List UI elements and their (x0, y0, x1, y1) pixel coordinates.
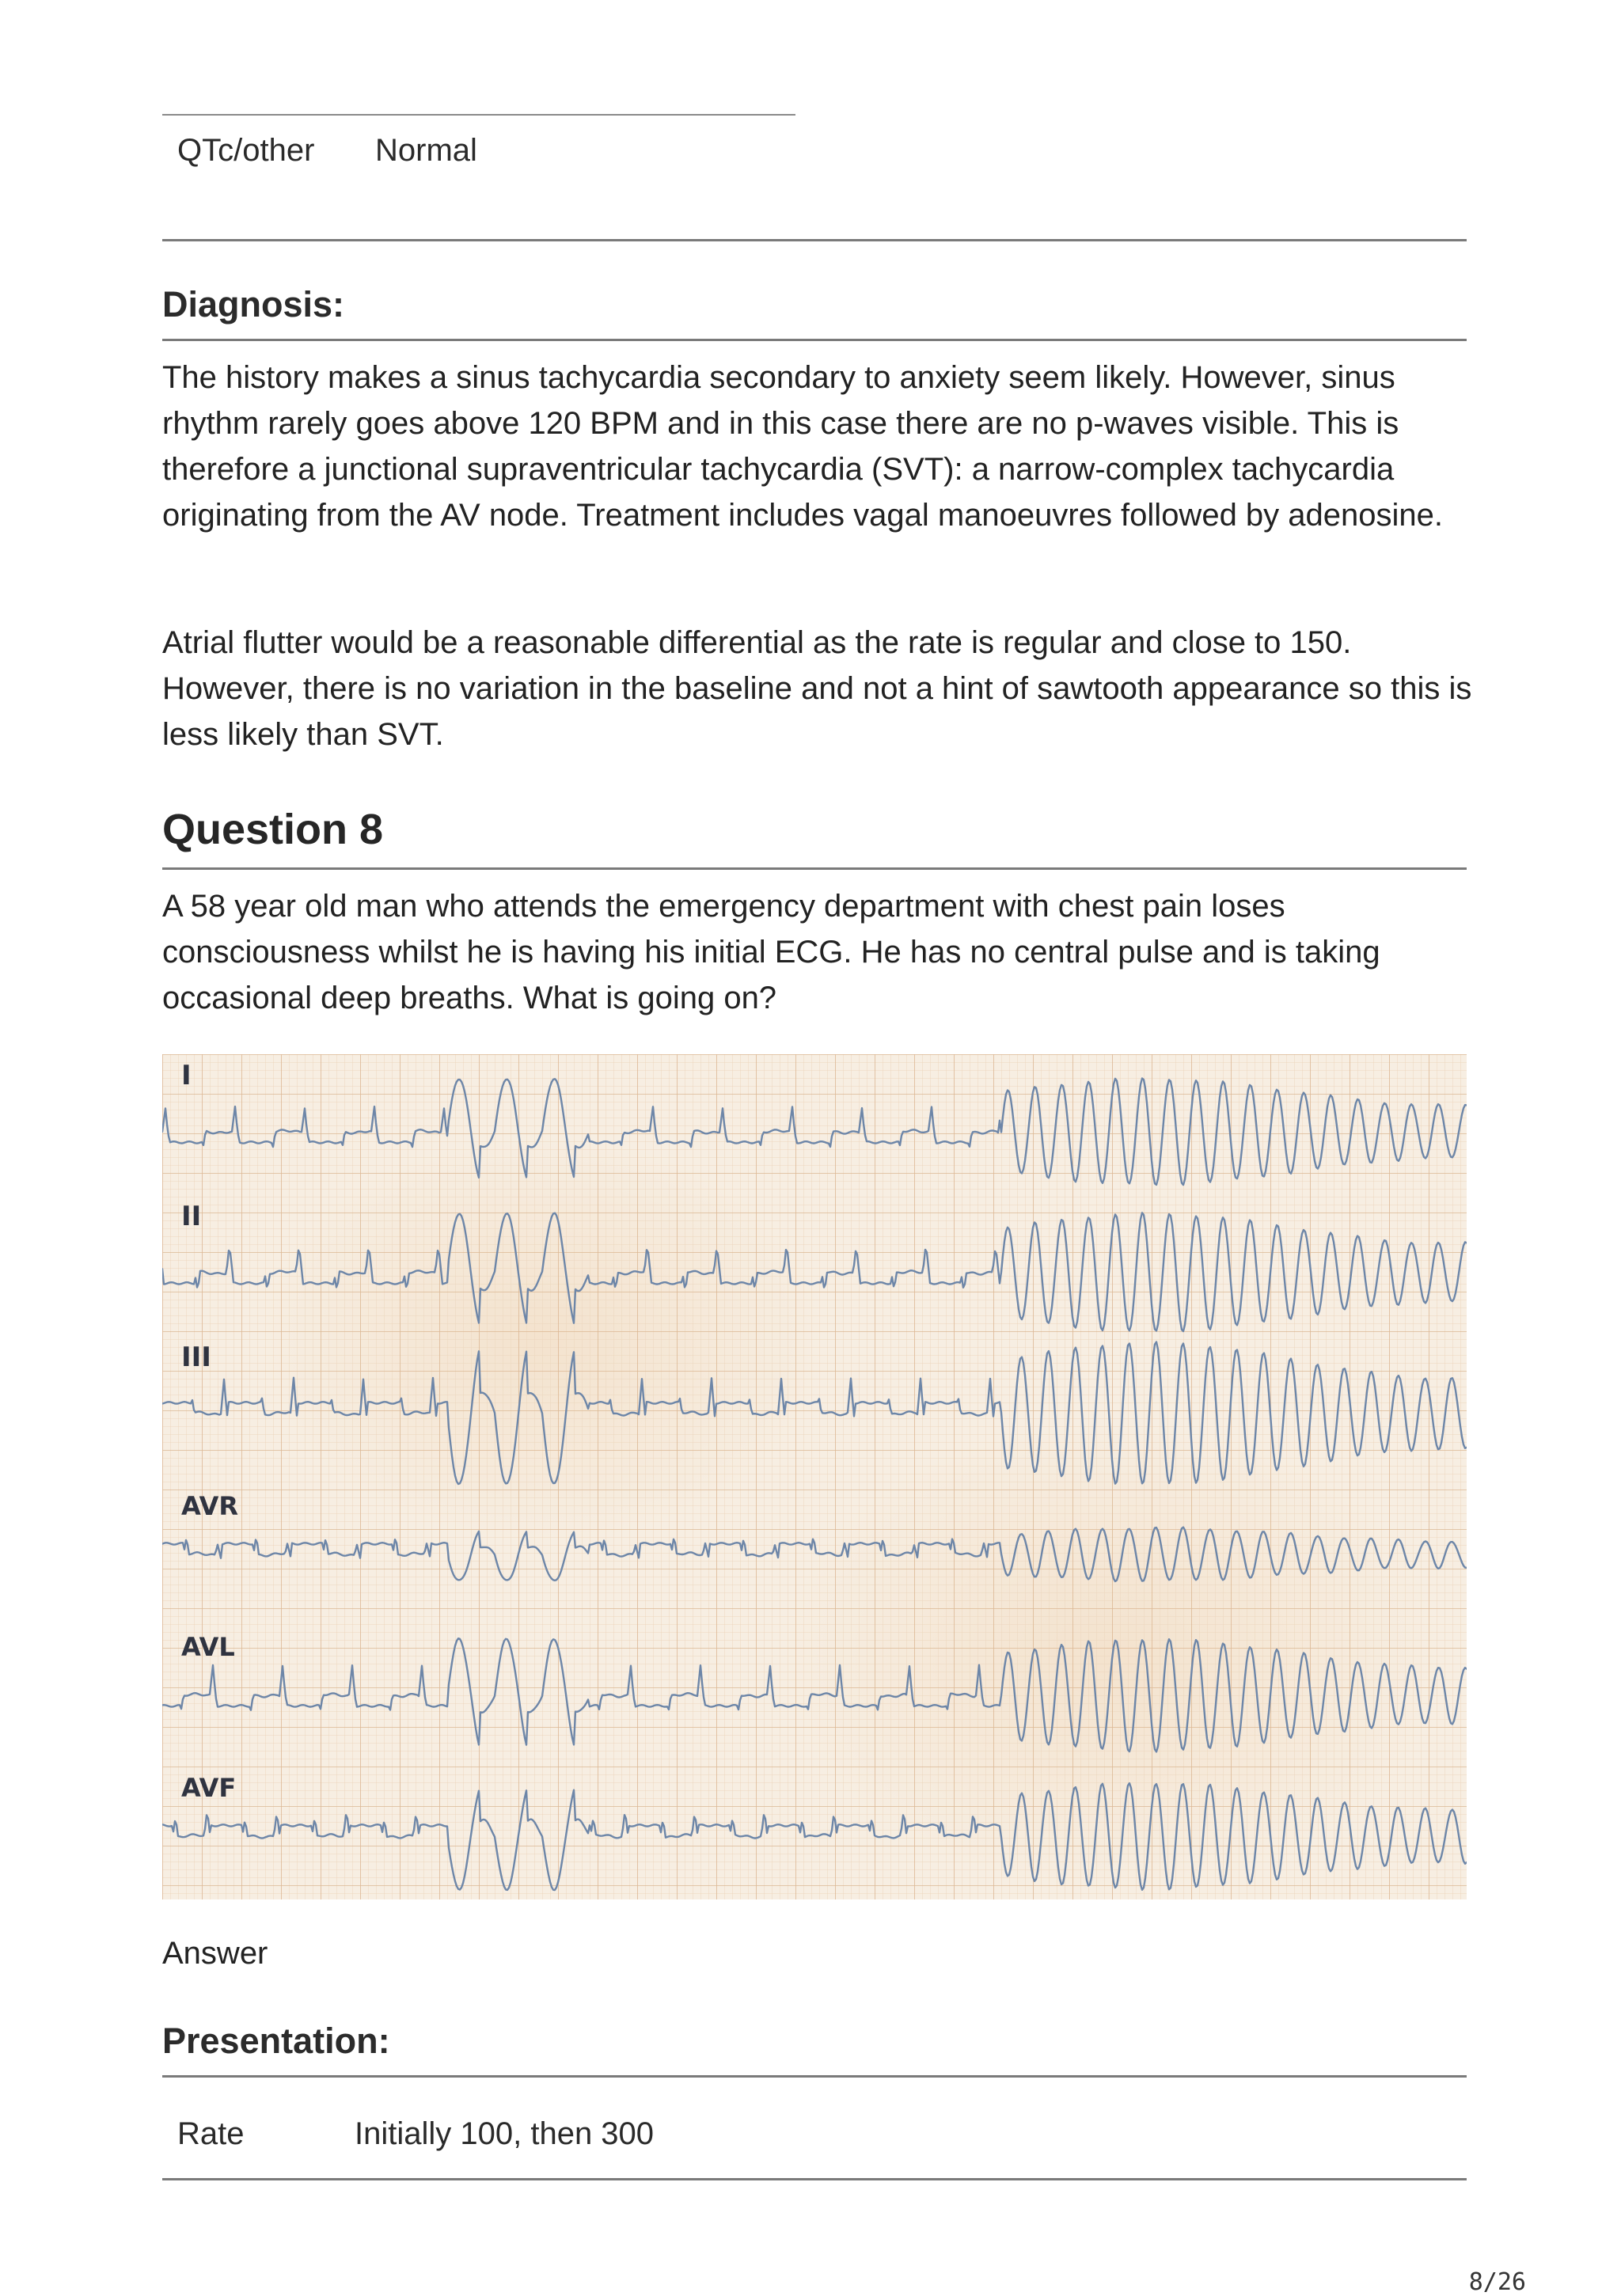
diagnosis-paragraph-1: The history makes a sinus tachycardia secondary to anxiety seem likely. However, sinus rhythm rarely goes above 120 BPM and in this case there are no p-waves visible. This is therefore a junctional supraventricular tachycardia (SVT): a narrow-complex tachycardia originating from the AV node. Treatment includes vagal manoeuvres followed by adenosine. (162, 360, 1444, 533)
table-bottom-rule (162, 239, 1467, 241)
answer-toggle[interactable]: Answer (162, 1936, 268, 1971)
lead-label-ii: II (181, 1201, 202, 1232)
lead-label-avl: AVL (181, 1632, 235, 1662)
page-number: 8/26 (1468, 2268, 1526, 2296)
diagnosis-rule (162, 339, 1467, 341)
table-top-rule (162, 114, 795, 116)
table-value-rate: Initially 100, then 300 (355, 2116, 655, 2151)
question-rule (162, 867, 1467, 870)
lead-label-iii: III (181, 1342, 211, 1373)
question-title: Question 8 (162, 806, 384, 853)
table-label-qtc: QTc/other (177, 133, 315, 168)
presentation-table-bottom-rule (162, 2178, 1467, 2180)
lead-label-avr: AVR (181, 1491, 238, 1521)
ecg-strip-image (162, 1054, 1467, 1899)
table-value-qtc: Normal (375, 133, 477, 168)
question-text: A 58 year old man who attends the emergency department with chest pain loses consciousness whilst he is having his initial ECG. He has no central pulse and is taking occasional deep breaths. What is going on? (162, 889, 1380, 1015)
table-label-rate: Rate (177, 2116, 245, 2151)
diagnosis-paragraph-2: Atrial flutter would be a reasonable differential as the rate is regular and close to 150. However, there is no variation in the baseline and not a hint of sawtooth appearance so this is less likely than SVT. (162, 625, 1472, 752)
lead-label-avf: AVF (181, 1773, 237, 1803)
presentation-rule (162, 2075, 1467, 2078)
diagnosis-heading: Diagnosis: (162, 284, 345, 324)
lead-label-i: I (181, 1060, 192, 1091)
presentation-heading: Presentation: (162, 2021, 390, 2061)
